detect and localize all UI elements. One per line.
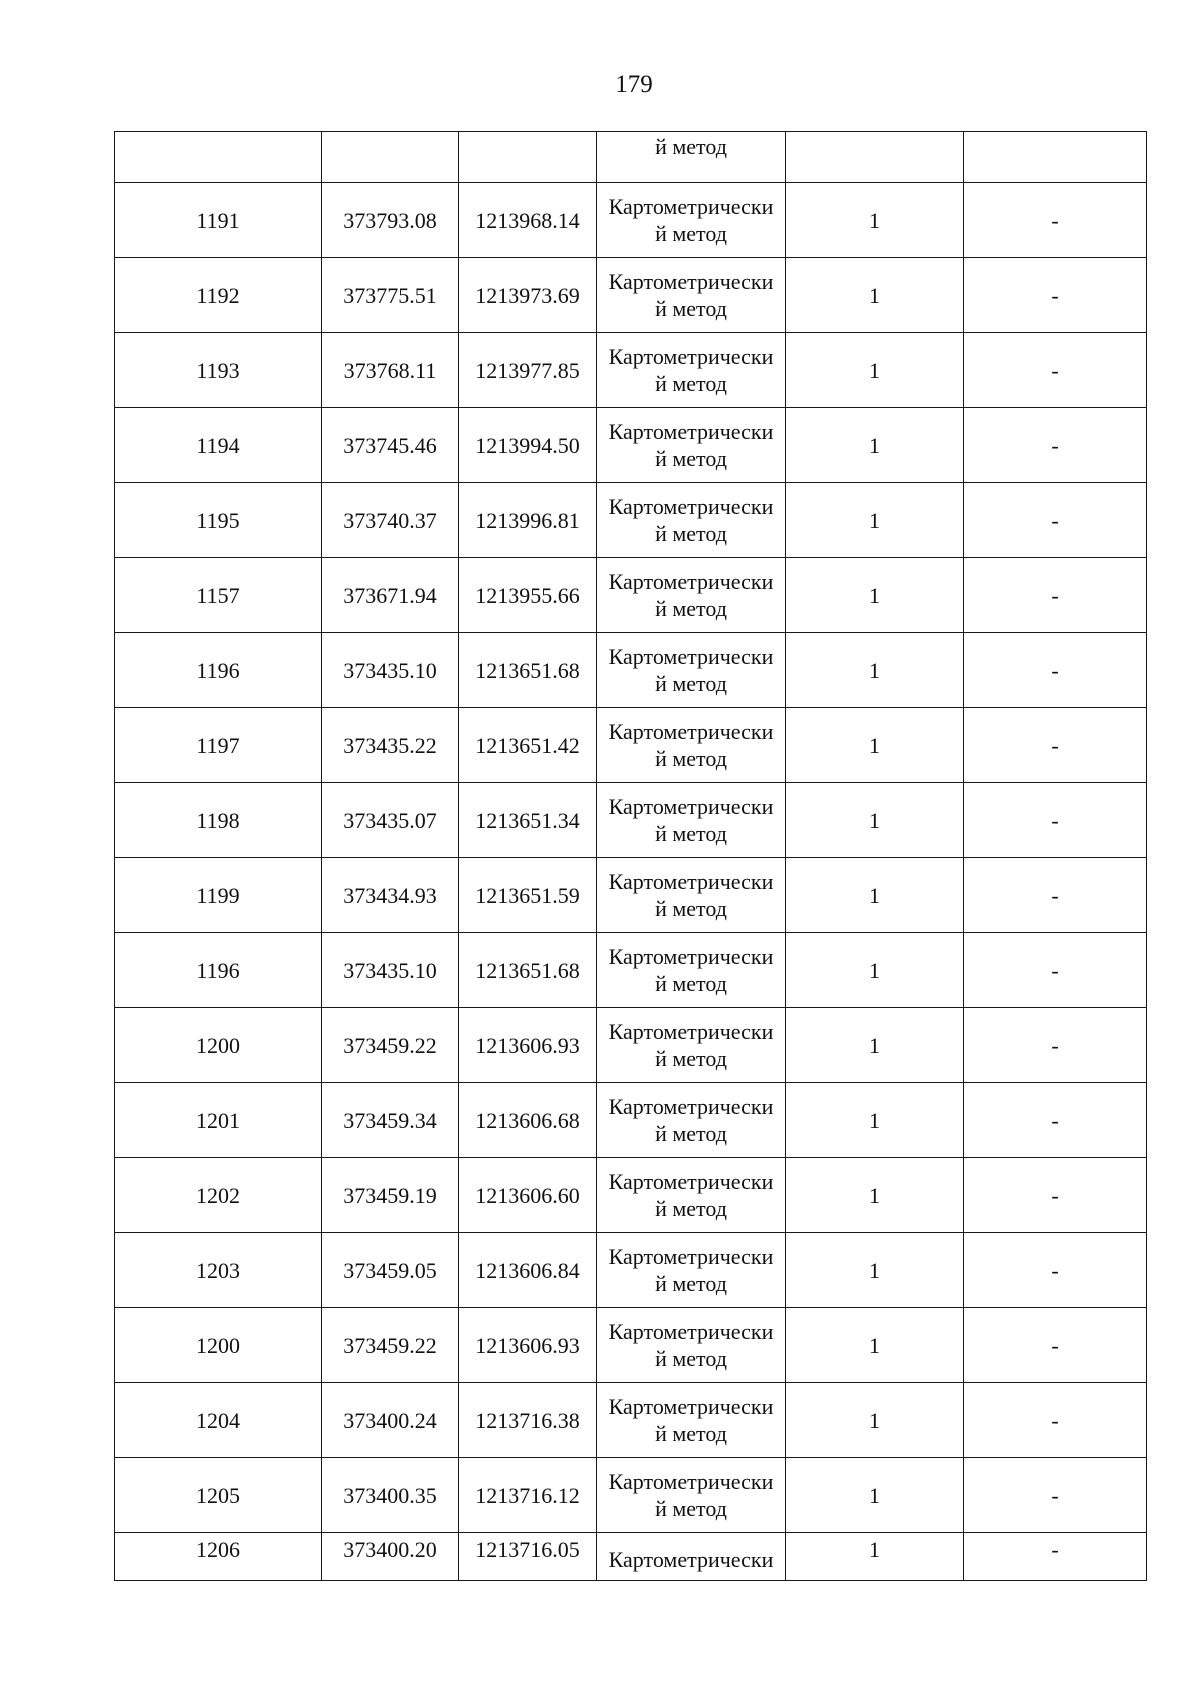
method-line-2: й метод bbox=[655, 1046, 727, 1071]
coordinates-table-body bbox=[115, 132, 1147, 1581]
table-row bbox=[115, 258, 1147, 333]
cell-x: 373671.94 bbox=[322, 558, 459, 633]
cell-method bbox=[597, 633, 786, 708]
method-line-1: Картометрически bbox=[608, 1319, 774, 1344]
method-line-1: Картометрически bbox=[608, 194, 774, 219]
cell-y: 1213651.34 bbox=[459, 783, 597, 858]
method-line-1: Картометрически bbox=[608, 419, 774, 444]
cell-x: 373400.35 bbox=[322, 1458, 459, 1533]
cell-y bbox=[459, 132, 597, 183]
cell-accuracy: 1 bbox=[786, 933, 964, 1008]
table-row bbox=[115, 1308, 1147, 1383]
cell-accuracy: 1 bbox=[786, 558, 964, 633]
cell-accuracy: 1 bbox=[786, 1533, 964, 1581]
method-line-2: й метод bbox=[655, 671, 727, 696]
method-line-2: й метод bbox=[655, 1421, 727, 1446]
cell-point: 1197 bbox=[115, 708, 322, 783]
method-line-1: Картометрически bbox=[608, 344, 774, 369]
cell-accuracy bbox=[786, 132, 964, 183]
cell-y: 1213716.12 bbox=[459, 1458, 597, 1533]
table-row bbox=[115, 783, 1147, 858]
cell-y: 1213606.93 bbox=[459, 1308, 597, 1383]
cell-point: 1206 bbox=[115, 1533, 322, 1581]
cell-method bbox=[597, 1158, 786, 1233]
cell-accuracy: 1 bbox=[786, 483, 964, 558]
cell-y: 1213955.66 bbox=[459, 558, 597, 633]
cell-note: - bbox=[964, 1083, 1147, 1158]
cell-x: 373400.24 bbox=[322, 1383, 459, 1458]
cell-note: - bbox=[964, 708, 1147, 783]
cell-y: 1213606.84 bbox=[459, 1233, 597, 1308]
method-line-1: Картометрически bbox=[608, 269, 774, 294]
cell-point: 1204 bbox=[115, 1383, 322, 1458]
cell-y: 1213994.50 bbox=[459, 408, 597, 483]
cell-x: 373775.51 bbox=[322, 258, 459, 333]
cell-point: 1198 bbox=[115, 783, 322, 858]
cell-x: 373459.22 bbox=[322, 1308, 459, 1383]
method-line-1: Картометрически bbox=[608, 644, 774, 669]
cell-method bbox=[597, 708, 786, 783]
cell-note: - bbox=[964, 1383, 1147, 1458]
cell-method bbox=[597, 408, 786, 483]
continuation-row bbox=[115, 132, 1147, 183]
method-line-1: Картометрически bbox=[608, 1394, 774, 1419]
cell-method bbox=[597, 258, 786, 333]
cell-y: 1213968.14 bbox=[459, 183, 597, 258]
cell-method bbox=[597, 333, 786, 408]
cell-note: - bbox=[964, 1008, 1147, 1083]
table-row bbox=[115, 933, 1147, 1008]
cell-x: 373435.10 bbox=[322, 933, 459, 1008]
cell-method bbox=[597, 1233, 786, 1308]
method-line-2: й метод bbox=[655, 1196, 727, 1221]
method-tail: й метод bbox=[655, 134, 727, 159]
cell-y: 1213716.05 bbox=[459, 1533, 597, 1581]
method-line-1: Картометрически bbox=[608, 1169, 774, 1194]
method-line-2: й метод bbox=[655, 371, 727, 396]
cell-x: 373768.11 bbox=[322, 333, 459, 408]
cell-point bbox=[115, 132, 322, 183]
cell-x: 373745.46 bbox=[322, 408, 459, 483]
cell-method bbox=[597, 1308, 786, 1383]
method-line-2: й метод bbox=[655, 221, 727, 246]
table-row bbox=[115, 1233, 1147, 1308]
method-line-2: й метод bbox=[655, 446, 727, 471]
table-row bbox=[115, 1158, 1147, 1233]
table-row bbox=[115, 558, 1147, 633]
cell-note: - bbox=[964, 1308, 1147, 1383]
method-line-1: Картометрически bbox=[608, 494, 774, 519]
cell-point: 1200 bbox=[115, 1008, 322, 1083]
table-row bbox=[115, 1458, 1147, 1533]
method-line-2: й метод bbox=[655, 296, 727, 321]
cell-note: - bbox=[964, 408, 1147, 483]
cell-note: - bbox=[964, 933, 1147, 1008]
table-row bbox=[115, 708, 1147, 783]
cell-accuracy: 1 bbox=[786, 183, 964, 258]
method-line-1: Картометрически bbox=[608, 1469, 774, 1494]
cell-note: - bbox=[964, 258, 1147, 333]
method-line-1: Картометрически bbox=[608, 569, 774, 594]
cell-method bbox=[597, 1458, 786, 1533]
table-row bbox=[115, 1083, 1147, 1158]
cell-accuracy: 1 bbox=[786, 1158, 964, 1233]
method-line-2: й метод bbox=[655, 596, 727, 621]
cell-accuracy: 1 bbox=[786, 708, 964, 783]
cell-method bbox=[597, 858, 786, 933]
cell-method bbox=[597, 483, 786, 558]
cell-accuracy: 1 bbox=[786, 1233, 964, 1308]
table-row bbox=[115, 333, 1147, 408]
cell-note: - bbox=[964, 483, 1147, 558]
cell-method bbox=[597, 558, 786, 633]
method-line-2: й метод bbox=[655, 1121, 727, 1146]
table-row-last bbox=[115, 1533, 1147, 1581]
cell-x: 373459.34 bbox=[322, 1083, 459, 1158]
cell-note: - bbox=[964, 858, 1147, 933]
cell-y: 1213651.42 bbox=[459, 708, 597, 783]
method-line-1: Картометрически bbox=[608, 1547, 774, 1572]
cell-method bbox=[597, 132, 786, 183]
cell-point: 1196 bbox=[115, 633, 322, 708]
cell-point: 1200 bbox=[115, 1308, 322, 1383]
method-line-2: й метод bbox=[655, 971, 727, 996]
cell-note: - bbox=[964, 1458, 1147, 1533]
table-row bbox=[115, 858, 1147, 933]
method-line-1: Картометрически bbox=[608, 944, 774, 969]
cell-x: 373459.05 bbox=[322, 1233, 459, 1308]
cell-note: - bbox=[964, 783, 1147, 858]
cell-note: - bbox=[964, 558, 1147, 633]
cell-x: 373435.22 bbox=[322, 708, 459, 783]
cell-x: 373435.10 bbox=[322, 633, 459, 708]
cell-point: 1203 bbox=[115, 1233, 322, 1308]
cell-method bbox=[597, 1008, 786, 1083]
method-line-1: Картометрически bbox=[608, 1244, 774, 1269]
cell-accuracy: 1 bbox=[786, 1083, 964, 1158]
cell-point: 1199 bbox=[115, 858, 322, 933]
method-line-1: Картометрически bbox=[608, 794, 774, 819]
method-line-1: Картометрически bbox=[608, 869, 774, 894]
method-line-2: й метод bbox=[655, 1346, 727, 1371]
cell-y: 1213606.68 bbox=[459, 1083, 597, 1158]
cell-note: - bbox=[964, 333, 1147, 408]
method-line-1: Картометрически bbox=[608, 1019, 774, 1044]
cell-x: 373434.93 bbox=[322, 858, 459, 933]
cell-point: 1192 bbox=[115, 258, 322, 333]
cell-accuracy: 1 bbox=[786, 1383, 964, 1458]
cell-accuracy: 1 bbox=[786, 783, 964, 858]
method-line-1: Картометрически bbox=[608, 719, 774, 744]
cell-accuracy: 1 bbox=[786, 1308, 964, 1383]
cell-point: 1193 bbox=[115, 333, 322, 408]
cell-y: 1213651.68 bbox=[459, 933, 597, 1008]
cell-point: 1202 bbox=[115, 1158, 322, 1233]
cell-method bbox=[597, 933, 786, 1008]
cell-accuracy: 1 bbox=[786, 633, 964, 708]
cell-y: 1213716.38 bbox=[459, 1383, 597, 1458]
cell-x: 373740.37 bbox=[322, 483, 459, 558]
cell-point: 1205 bbox=[115, 1458, 322, 1533]
cell-method bbox=[597, 1533, 786, 1581]
cell-note bbox=[964, 132, 1147, 183]
table-row bbox=[115, 483, 1147, 558]
cell-point: 1194 bbox=[115, 408, 322, 483]
cell-point: 1201 bbox=[115, 1083, 322, 1158]
cell-y: 1213977.85 bbox=[459, 333, 597, 408]
table-row bbox=[115, 408, 1147, 483]
cell-point: 1191 bbox=[115, 183, 322, 258]
cell-accuracy: 1 bbox=[786, 333, 964, 408]
method-line-2: й метод bbox=[655, 1271, 727, 1296]
cell-x: 373400.20 bbox=[322, 1533, 459, 1581]
table-row bbox=[115, 1383, 1147, 1458]
method-line-2: й метод bbox=[655, 1496, 727, 1521]
cell-point: 1157 bbox=[115, 558, 322, 633]
cell-x: 373459.19 bbox=[322, 1158, 459, 1233]
cell-accuracy: 1 bbox=[786, 1008, 964, 1083]
coordinates-table bbox=[114, 131, 1147, 1581]
cell-note: - bbox=[964, 1158, 1147, 1233]
cell-y: 1213606.93 bbox=[459, 1008, 597, 1083]
table-row bbox=[115, 1008, 1147, 1083]
cell-method bbox=[597, 1383, 786, 1458]
method-line-2: й метод bbox=[655, 896, 727, 921]
cell-note: - bbox=[964, 1233, 1147, 1308]
cell-method bbox=[597, 1083, 786, 1158]
cell-y: 1213996.81 bbox=[459, 483, 597, 558]
cell-method bbox=[597, 783, 786, 858]
method-line-2: й метод bbox=[655, 521, 727, 546]
cell-accuracy: 1 bbox=[786, 258, 964, 333]
cell-accuracy: 1 bbox=[786, 408, 964, 483]
cell-point: 1196 bbox=[115, 933, 322, 1008]
cell-y: 1213973.69 bbox=[459, 258, 597, 333]
cell-x: 373459.22 bbox=[322, 1008, 459, 1083]
table-row bbox=[115, 633, 1147, 708]
cell-x bbox=[322, 132, 459, 183]
cell-note: - bbox=[964, 1533, 1147, 1581]
cell-y: 1213606.60 bbox=[459, 1158, 597, 1233]
cell-x: 373793.08 bbox=[322, 183, 459, 258]
cell-y: 1213651.68 bbox=[459, 633, 597, 708]
method-line-2: й метод bbox=[655, 746, 727, 771]
cell-y: 1213651.59 bbox=[459, 858, 597, 933]
page-number: 179 bbox=[615, 71, 653, 98]
method-line-1: Картометрически bbox=[608, 1094, 774, 1119]
cell-point: 1195 bbox=[115, 483, 322, 558]
cell-accuracy: 1 bbox=[786, 1458, 964, 1533]
method-line-2: й метод bbox=[655, 821, 727, 846]
cell-method bbox=[597, 183, 786, 258]
cell-accuracy: 1 bbox=[786, 858, 964, 933]
cell-note: - bbox=[964, 183, 1147, 258]
table-row bbox=[115, 183, 1147, 258]
cell-note: - bbox=[964, 633, 1147, 708]
cell-x: 373435.07 bbox=[322, 783, 459, 858]
